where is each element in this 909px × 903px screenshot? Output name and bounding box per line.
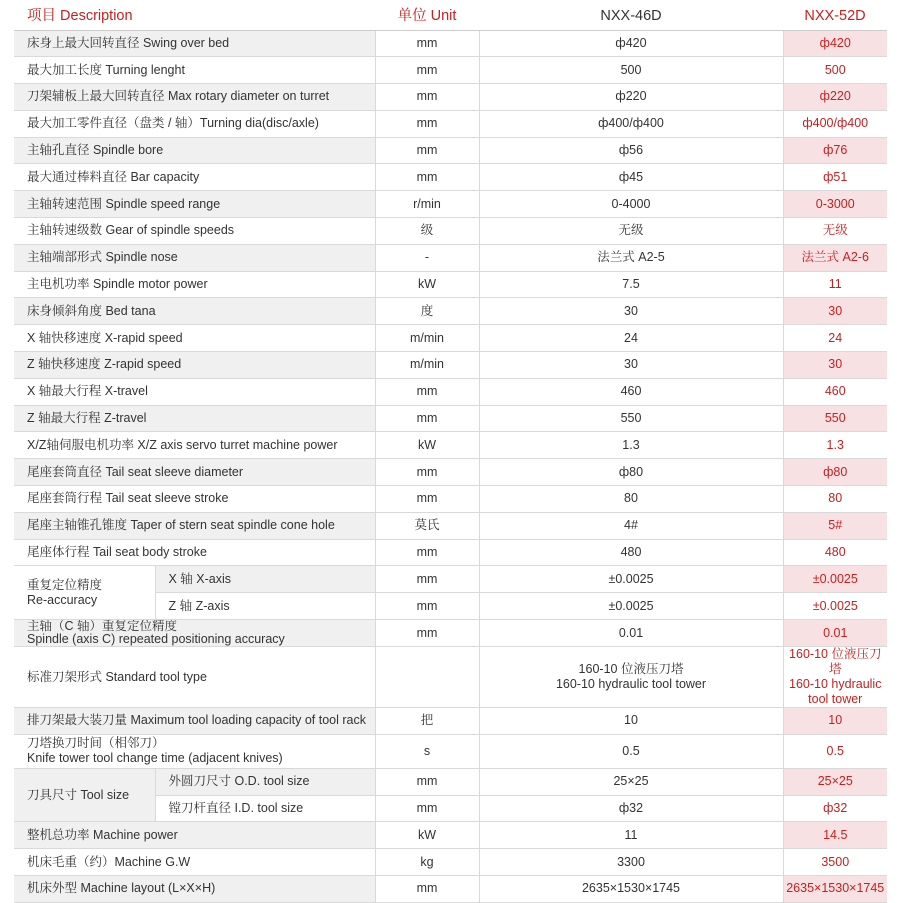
row-value-52d: 0.5 (783, 734, 887, 768)
row-value-46d: 无级 (479, 218, 783, 245)
row-unit: mm (375, 486, 479, 513)
row-value-52d: 5# (783, 512, 887, 539)
label-line-cn: 主轴（C 轴）重复定位精度 (27, 619, 178, 634)
row-unit: mm (375, 378, 479, 405)
tool-change-label (14, 734, 375, 768)
row-unit: mm (375, 30, 479, 57)
row-label: 主轴转速范围 Spindle speed range (14, 191, 375, 218)
row-value-46d: 7.5 (479, 271, 783, 298)
table-row (14, 110, 887, 137)
row-label: X/Z轴伺服电机功率 X/Z axis servo turret machine power (14, 432, 375, 459)
row-value-46d: 2635×1530×1745 (479, 876, 783, 903)
row-value-52d: 30 (783, 298, 887, 325)
table-row (14, 708, 887, 735)
row-unit: mm (375, 164, 479, 191)
tool-type-value-52d (783, 647, 887, 708)
table-row (14, 325, 887, 352)
row-unit: mm (375, 405, 479, 432)
row-value-52d: 24 (783, 325, 887, 352)
label-line-en: Re-accuracy (27, 592, 98, 607)
row-value-46d: 4# (479, 512, 783, 539)
row-value-52d: ф32 (783, 795, 887, 822)
row-value-52d: 10 (783, 708, 887, 735)
row-label: 主轴孔直径 Spindle bore (14, 137, 375, 164)
row-value-46d: 80 (479, 486, 783, 513)
row-label: 排刀架最大装刀量 Maximum tool loading capacity of tool rack (14, 708, 375, 735)
row-value-52d: ф76 (783, 137, 887, 164)
row-label: 主轴端部形式 Spindle nose (14, 244, 375, 271)
row-value-46d: ф80 (479, 459, 783, 486)
table-row (14, 566, 887, 593)
tool-type-value-46d (479, 647, 783, 708)
row-value-46d: ф45 (479, 164, 783, 191)
table-row (14, 352, 887, 379)
row-label: 尾座体行程 Tail seat body stroke (14, 539, 375, 566)
row-unit: 级 (375, 218, 479, 245)
row-unit: 把 (375, 708, 479, 735)
repeat-accuracy-z-label: Z 轴 Z-axis (155, 593, 375, 620)
table-row (14, 191, 887, 218)
header-description: 项目 Description (14, 4, 375, 30)
tool-size-id-label: 镗刀杆直径 I.D. tool size (155, 795, 375, 822)
row-value-46d: 11 (479, 822, 783, 849)
row-unit: r/min (375, 191, 479, 218)
table-row (14, 405, 887, 432)
row-label: X 轴快移速度 X-rapid speed (14, 325, 375, 352)
row-value-46d: 30 (479, 352, 783, 379)
row-label: 最大加工零件直径（盘类 / 轴）Turning dia(disc/axle) (14, 110, 375, 137)
row-unit: m/min (375, 325, 479, 352)
table-row (14, 164, 887, 191)
row-value-46d: 24 (479, 325, 783, 352)
row-value-52d: 0.01 (783, 620, 887, 647)
row-value-46d: ф32 (479, 795, 783, 822)
spindle-c-label (14, 620, 375, 647)
row-unit: mm (375, 137, 479, 164)
row-value-46d: 500 (479, 57, 783, 84)
row-value-46d: ф56 (479, 137, 783, 164)
table-row (14, 647, 887, 708)
label-line-cn: 160-10 位液压刀塔 (578, 662, 684, 677)
row-label: 床身倾斜角度 Bed tana (14, 298, 375, 325)
row-label: 尾座套筒直径 Tail seat sleeve diameter (14, 459, 375, 486)
row-label: 床身上最大回转直径 Swing over bed (14, 30, 375, 57)
row-value-46d: ф420 (479, 30, 783, 57)
row-unit: m/min (375, 352, 479, 379)
row-value-52d: ф51 (783, 164, 887, 191)
row-value-52d: ±0.0025 (783, 593, 887, 620)
repeat-accuracy-x-label: X 轴 X-axis (155, 566, 375, 593)
table-row (14, 486, 887, 513)
row-value-52d: 3500 (783, 849, 887, 876)
row-label: 刀架辅板上最大回转直径 Max rotary diameter on turret (14, 84, 375, 111)
table-row (14, 876, 887, 903)
row-value-46d: 0.5 (479, 734, 783, 768)
row-label: 机床毛重（约）Machine G.W (14, 849, 375, 876)
row-unit: 莫氏 (375, 512, 479, 539)
row-value-52d: 480 (783, 539, 887, 566)
table-row (14, 849, 887, 876)
table-row (14, 539, 887, 566)
table-row (14, 57, 887, 84)
row-value-52d: 0-3000 (783, 191, 887, 218)
table-row (14, 30, 887, 57)
row-unit: mm (375, 768, 479, 795)
row-value-52d: ±0.0025 (783, 566, 887, 593)
row-value-52d: ф420 (783, 30, 887, 57)
row-value-46d: ±0.0025 (479, 593, 783, 620)
header-unit: 单位 Unit (375, 4, 479, 30)
table-row (14, 620, 887, 647)
row-value-46d: 460 (479, 378, 783, 405)
table-row (14, 432, 887, 459)
row-label: 尾座主轴锥孔锥度 Taper of stern seat spindle cone hole (14, 512, 375, 539)
row-label: 尾座套筒行程 Tail seat sleeve stroke (14, 486, 375, 513)
row-value-52d: 80 (783, 486, 887, 513)
table-row (14, 734, 887, 768)
row-label: 主电机功率 Spindle motor power (14, 271, 375, 298)
row-unit: mm (375, 795, 479, 822)
row-label: 最大加工长度 Turning lenght (14, 57, 375, 84)
row-value-46d: ±0.0025 (479, 566, 783, 593)
row-label: 整机总功率 Machine power (14, 822, 375, 849)
row-unit: mm (375, 57, 479, 84)
row-unit: 度 (375, 298, 479, 325)
row-unit: mm (375, 566, 479, 593)
label-line-en: 160-10 hydraulic tool tower (555, 677, 707, 692)
table-row (14, 768, 887, 795)
row-label: 机床外型 Machine layout (L×X×H) (14, 876, 375, 903)
row-value-46d: 3300 (479, 849, 783, 876)
row-value-52d: 11 (783, 271, 887, 298)
row-label: X 轴最大行程 X-travel (14, 378, 375, 405)
row-value-52d: 无级 (783, 218, 887, 245)
table-row (14, 822, 887, 849)
row-unit: mm (375, 593, 479, 620)
row-unit (375, 647, 479, 708)
table-row (14, 84, 887, 111)
table-row (14, 378, 887, 405)
row-unit: mm (375, 459, 479, 486)
table-row (14, 298, 887, 325)
header-model-52d: NXX-52D (783, 4, 887, 30)
row-value-52d: ф400/ф400 (783, 110, 887, 137)
row-unit: mm (375, 84, 479, 111)
row-value-52d: 1.3 (783, 432, 887, 459)
row-value-52d: 460 (783, 378, 887, 405)
row-value-52d: 25×25 (783, 768, 887, 795)
row-unit: kW (375, 432, 479, 459)
row-label: 主轴转速级数 Gear of spindle speeds (14, 218, 375, 245)
row-value-46d: 法兰式 A2-5 (479, 244, 783, 271)
row-unit: mm (375, 110, 479, 137)
row-value-46d: ф220 (479, 84, 783, 111)
table-row (14, 459, 887, 486)
row-unit: kW (375, 271, 479, 298)
row-unit: mm (375, 620, 479, 647)
row-unit: kW (375, 822, 479, 849)
spec-table (14, 4, 887, 903)
row-value-52d: 14.5 (783, 822, 887, 849)
row-value-46d: 0-4000 (479, 191, 783, 218)
row-value-46d: 25×25 (479, 768, 783, 795)
table-row (14, 512, 887, 539)
tool-size-od-label: 外圆刀尺寸 O.D. tool size (155, 768, 375, 795)
label-line-en: Knife tower tool change time (adjacent knives) (27, 751, 283, 766)
row-value-46d: 0.01 (479, 620, 783, 647)
row-value-46d: ф400/ф400 (479, 110, 783, 137)
row-value-52d: 法兰式 A2-6 (783, 244, 887, 271)
header-model-46d: NXX-46D (479, 4, 783, 30)
table-row (14, 244, 887, 271)
label-line-cn: 刀塔换刀时间（相邻刀） (27, 736, 165, 751)
row-unit: - (375, 244, 479, 271)
table-row (14, 137, 887, 164)
table-row (14, 218, 887, 245)
row-value-46d: 10 (479, 708, 783, 735)
row-unit: mm (375, 876, 479, 903)
table-row (14, 271, 887, 298)
row-unit: kg (375, 849, 479, 876)
row-unit: s (375, 734, 479, 768)
label-line-en: Spindle (axis C) repeated positioning accuracy (27, 632, 285, 647)
tool-type-label: 标准刀架形式 Standard tool type (14, 647, 375, 708)
label-line-en: 160-10 hydraulic tool tower (789, 677, 882, 707)
label-line-cn: 重复定位精度 (27, 577, 103, 592)
row-value-46d: 1.3 (479, 432, 783, 459)
row-value-46d: 480 (479, 539, 783, 566)
row-value-52d: ф80 (783, 459, 887, 486)
row-value-46d: 30 (479, 298, 783, 325)
row-unit: mm (375, 539, 479, 566)
tool-size-label: 刀具尺寸 Tool size (14, 768, 155, 822)
repeat-accuracy-label (14, 566, 155, 620)
row-value-52d: 550 (783, 405, 887, 432)
row-value-52d: 2635×1530×1745 (783, 876, 887, 903)
row-value-52d: ф220 (783, 84, 887, 111)
row-value-52d: 30 (783, 352, 887, 379)
row-value-52d: 500 (783, 57, 887, 84)
row-value-46d: 550 (479, 405, 783, 432)
label-line-cn: 160-10 位液压刀塔 (789, 647, 882, 677)
row-label: 最大通过棒料直径 Bar capacity (14, 164, 375, 191)
header-row (14, 4, 887, 30)
row-label: Z 轴最大行程 Z-travel (14, 405, 375, 432)
row-label: Z 轴快移速度 Z-rapid speed (14, 352, 375, 379)
